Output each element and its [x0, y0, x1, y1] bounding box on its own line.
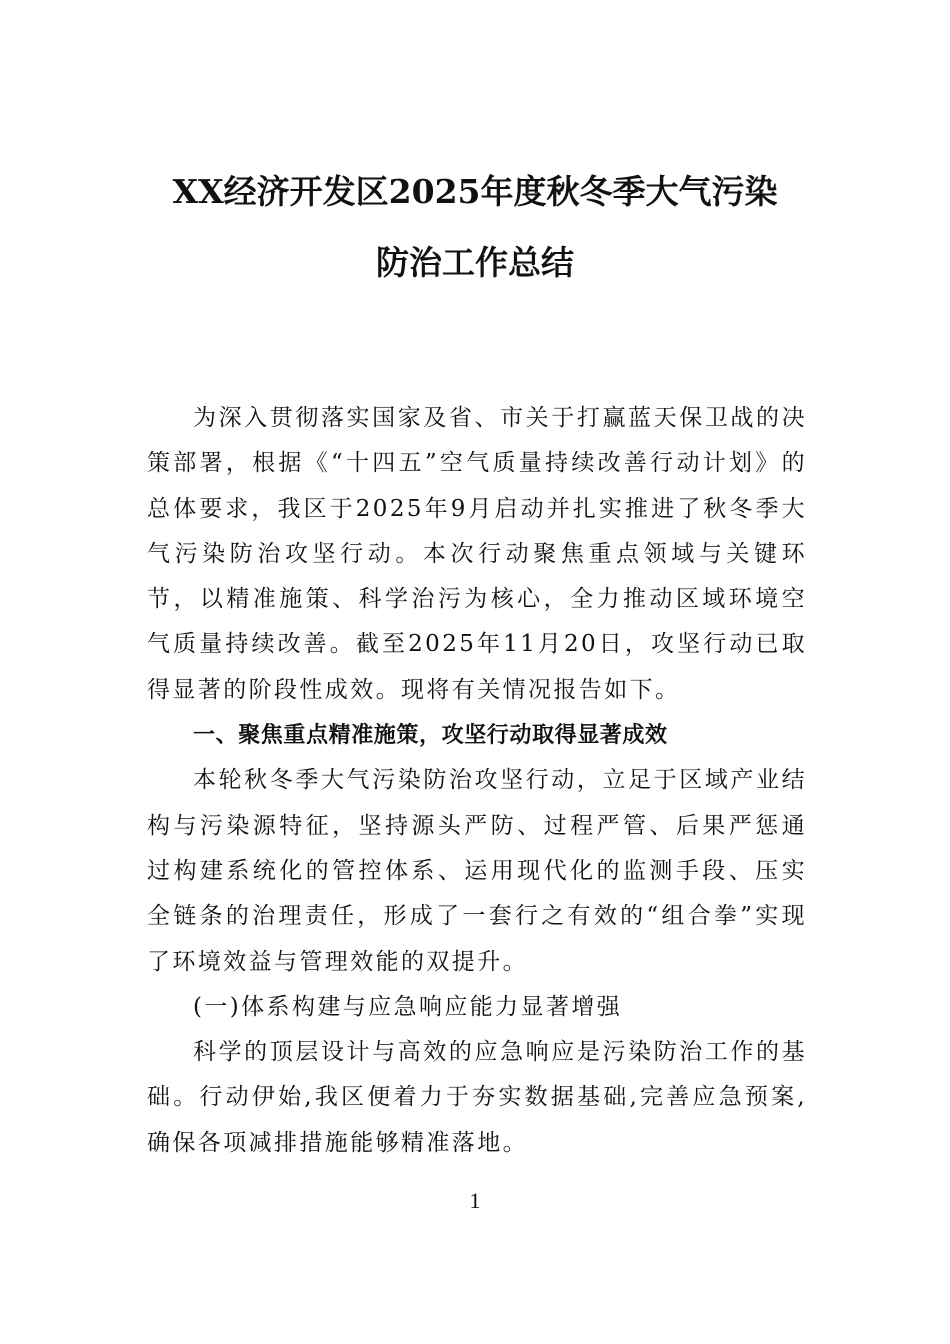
- document-body: [147, 396, 807, 1166]
- document-title-line-2: 防治工作总结: [376, 243, 574, 282]
- section-1-paragraph: 本轮秋冬季大气污染防治攻坚行动，立足于区域产业结构与污染源特征，坚持源头严防、过程严管、后果严惩通过构建系统化的管控体系、运用现代化的监测手段、压实全链条的治理责任，形成了一套行之有效的“组合拳”实现了环境效益与管理效能的双提升。: [147, 767, 807, 975]
- document-title-line-1: XX经济开发区2025年度秋冬季大气污染: [172, 172, 778, 211]
- subsection-1-heading: (一)体系构建与应急响应能力显著增强: [193, 993, 623, 1020]
- intro-paragraph: 为深入贯彻落实国家及省、市关于打赢蓝天保卫战的决策部署，根据《“十四五”空气质量持续改善行动计划》的总体要求，我区于2025年9月启动并扎实推进了秋冬季大气污染防治攻坚行动。本次行动聚焦重点领域与关键环节，以精准施策、科学治污为核心，全力推动区域环境空气质量持续改善。截至2025年11月20日，攻坚行动已取得显著的阶段性成效。现将有关情况报告如下。: [147, 405, 807, 703]
- section-1-heading: 一、聚焦重点精准施策，攻坚行动取得显著成效: [193, 723, 668, 749]
- page-number: 1: [469, 1188, 481, 1213]
- subsection-1-paragraph: 科学的顶层设计与高效的应急响应是污染防治工作的基础。行动伊始,我区便着力于夯实数据基础,完善应急预案,确保各项减排措施能够精准落地。: [147, 1039, 807, 1156]
